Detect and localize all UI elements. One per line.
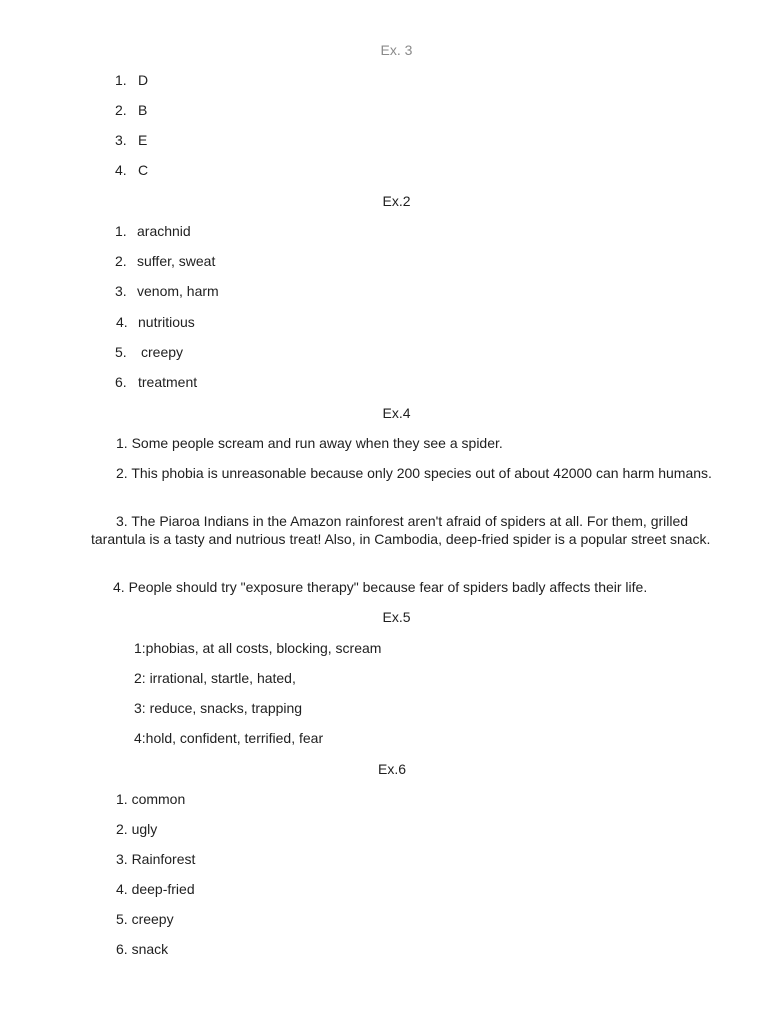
ex4-paragraph: 2. This phobia is unreasonable because only 200 species out of about 42000 can harm humans. <box>116 465 712 481</box>
ex3-item-number: 4. <box>115 162 127 178</box>
ex3-item-text: C <box>138 162 149 178</box>
ex6-item: 1. common <box>116 791 186 807</box>
ex2-item-text: treatment <box>138 374 198 390</box>
ex2-item-number: 1. <box>115 223 127 239</box>
ex3-item-number: 2. <box>115 102 127 118</box>
ex2-item-number: 3. <box>115 283 127 299</box>
ex4-paragraph: 3. The Piaroa Indians in the Amazon rainforest aren't afraid of spiders at all. For them, grilled tarantula is a tasty and nutrious treat! Also, in Cambodia, deep-fried spider is a popular street snack. <box>91 513 711 547</box>
ex2-item-text: arachnid <box>137 223 191 239</box>
ex3-heading: Ex. 3 <box>380 42 413 58</box>
ex6-item: 3. Rainforest <box>116 851 196 867</box>
ex6-heading: Ex.6 <box>377 761 406 777</box>
ex5-heading: Ex.5 <box>382 609 411 625</box>
ex3-item-text: E <box>138 132 148 148</box>
ex2-item-text: creepy <box>141 344 184 360</box>
ex5-item: 2: irrational, startle, hated, <box>134 670 296 686</box>
ex6-item: 5. creepy <box>116 911 174 927</box>
ex5-item: 3: reduce, snacks, trapping <box>134 700 303 716</box>
ex6-item: 6. snack <box>116 941 169 957</box>
ex2-item-text: suffer, sweat <box>137 253 216 269</box>
ex3-item-text: D <box>138 72 149 88</box>
ex3-item-number: 3. <box>115 132 127 148</box>
ex2-item-number: 4. <box>116 314 128 330</box>
ex2-item-text: nutritious <box>138 314 195 330</box>
ex2-item-number: 5. <box>115 344 127 360</box>
ex4-heading: Ex.4 <box>382 405 411 421</box>
ex5-item: 1:phobias, at all costs, blocking, scream <box>134 640 382 656</box>
ex2-item-number: 6. <box>115 374 127 390</box>
ex6-item: 2. ugly <box>116 821 158 837</box>
ex2-item-number: 2. <box>115 253 127 269</box>
ex2-item-text: venom, harm <box>137 283 219 299</box>
ex3-item-text: B <box>138 102 148 118</box>
ex5-item: 4:hold, confident, terrified, fear <box>134 730 324 746</box>
ex4-paragraph: 4. People should try "exposure therapy" because fear of spiders badly affects their life. <box>113 579 648 595</box>
ex3-item-number: 1. <box>115 72 127 88</box>
ex2-heading: Ex.2 <box>382 193 411 209</box>
ex6-item: 4. deep-fried <box>116 881 195 897</box>
ex4-paragraph: 1. Some people scream and run away when they see a spider. <box>116 435 503 451</box>
